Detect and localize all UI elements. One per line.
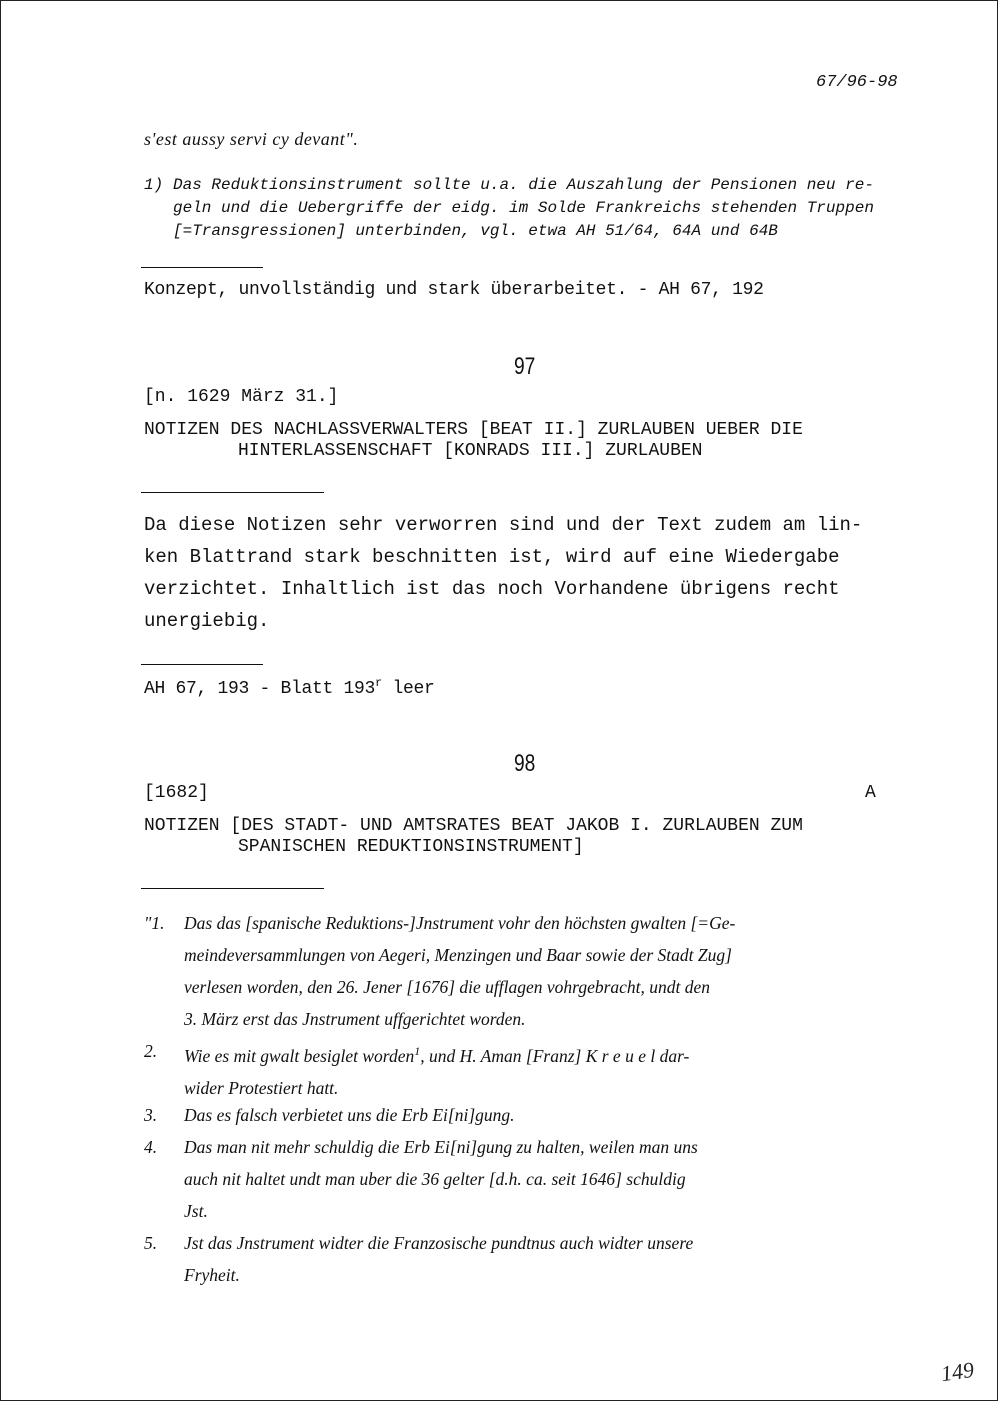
editorial-note-line: unergiebig.: [144, 610, 270, 632]
document-variant: A: [865, 783, 876, 803]
list-item: 4. Das man nit mehr schuldig die Erb Ei[ni]gung zu halten, weilen man uns auch nit haltet undt man uber die 36 gelter [d.h. ca. seit 1646] schuldig Jst.: [144, 1137, 698, 1221]
footnote-line: [=Transgressionen] unterbinden, vgl. etwa AH 51/64, 64A und 64B: [173, 222, 778, 240]
divider: [141, 888, 324, 889]
editorial-note-line: verzichtet. Inhaltlich ist das noch Vorhandene übrigens recht: [144, 578, 840, 600]
document-date: [n. 1629 März 31.]: [144, 387, 339, 407]
footnote-number: 1): [144, 176, 164, 194]
handwritten-folio-mark: 149: [939, 1356, 976, 1387]
document-title: NOTIZEN DES NACHLASSVERWALTERS [BEAT II.] ZURLAUBEN UEBER DIE: [144, 420, 803, 440]
document-title: NOTIZEN [DES STADT- UND AMTSRATES BEAT JAKOB I. ZURLAUBEN ZUM: [144, 816, 803, 836]
document-date: [1682]: [144, 783, 209, 803]
divider: [141, 664, 263, 665]
footnote-line: Das Reduktionsinstrument sollte u.a. die Auszahlung der Pensionen neu re-: [173, 176, 874, 194]
divider: [141, 267, 263, 268]
document-title: HINTERLASSENSCHAFT [KONRADS III.] ZURLAUBEN: [238, 441, 703, 461]
list-item: "1. Das das [spanische Reduktions-]Jnstrument vohr den höchsten gwalten [=Ge- meindeversammlungen von Aegeri, Menzingen und Baar sowie der Stadt Zug] verlesen worden, den 26. Jener [1676] die ufflagen vohrgebracht, undt den 3. März erst das Jnstrument uffgerichtet worden.: [144, 913, 736, 1029]
editorial-note-line: Da diese Notizen sehr verworren sind und der Text zudem am lin-: [144, 514, 863, 536]
list-item: 2. Wie es mit gwalt besiglet worden$^1$, und H. Aman [Franz] K r e u e l dar- wider Protestiert hatt.: [144, 1041, 690, 1098]
editorial-note-line: ken Blattrand stark beschnitten ist, wird auf eine Wiedergabe: [144, 546, 840, 568]
list-item: 3. Das es falsch verbietet uns die Erb Ei[ni]gung.: [144, 1105, 515, 1125]
source-note: AH 67, 193 - Blatt 193$^r$ leer: [144, 676, 435, 699]
footnote-line: geln und die Uebergriffe der eidg. im Solde Frankreichs stehenden Truppen: [173, 199, 874, 217]
page-reference: 67/96-98: [816, 73, 898, 92]
source-note: Konzept, unvollständig und stark überarbeitet. - AH 67, 192: [144, 280, 764, 300]
document-number: 97: [514, 353, 536, 380]
closing-quote: s'est aussy servi cy devant".: [144, 129, 359, 149]
document-number: 98: [514, 750, 536, 777]
divider: [141, 492, 324, 493]
list-item: 5. Jst das Jnstrument widter die Franzosische pundtnus auch widter unsere Fryheit.: [144, 1233, 694, 1285]
document-title: SPANISCHEN REDUKTIONSINSTRUMENT]: [238, 837, 584, 857]
